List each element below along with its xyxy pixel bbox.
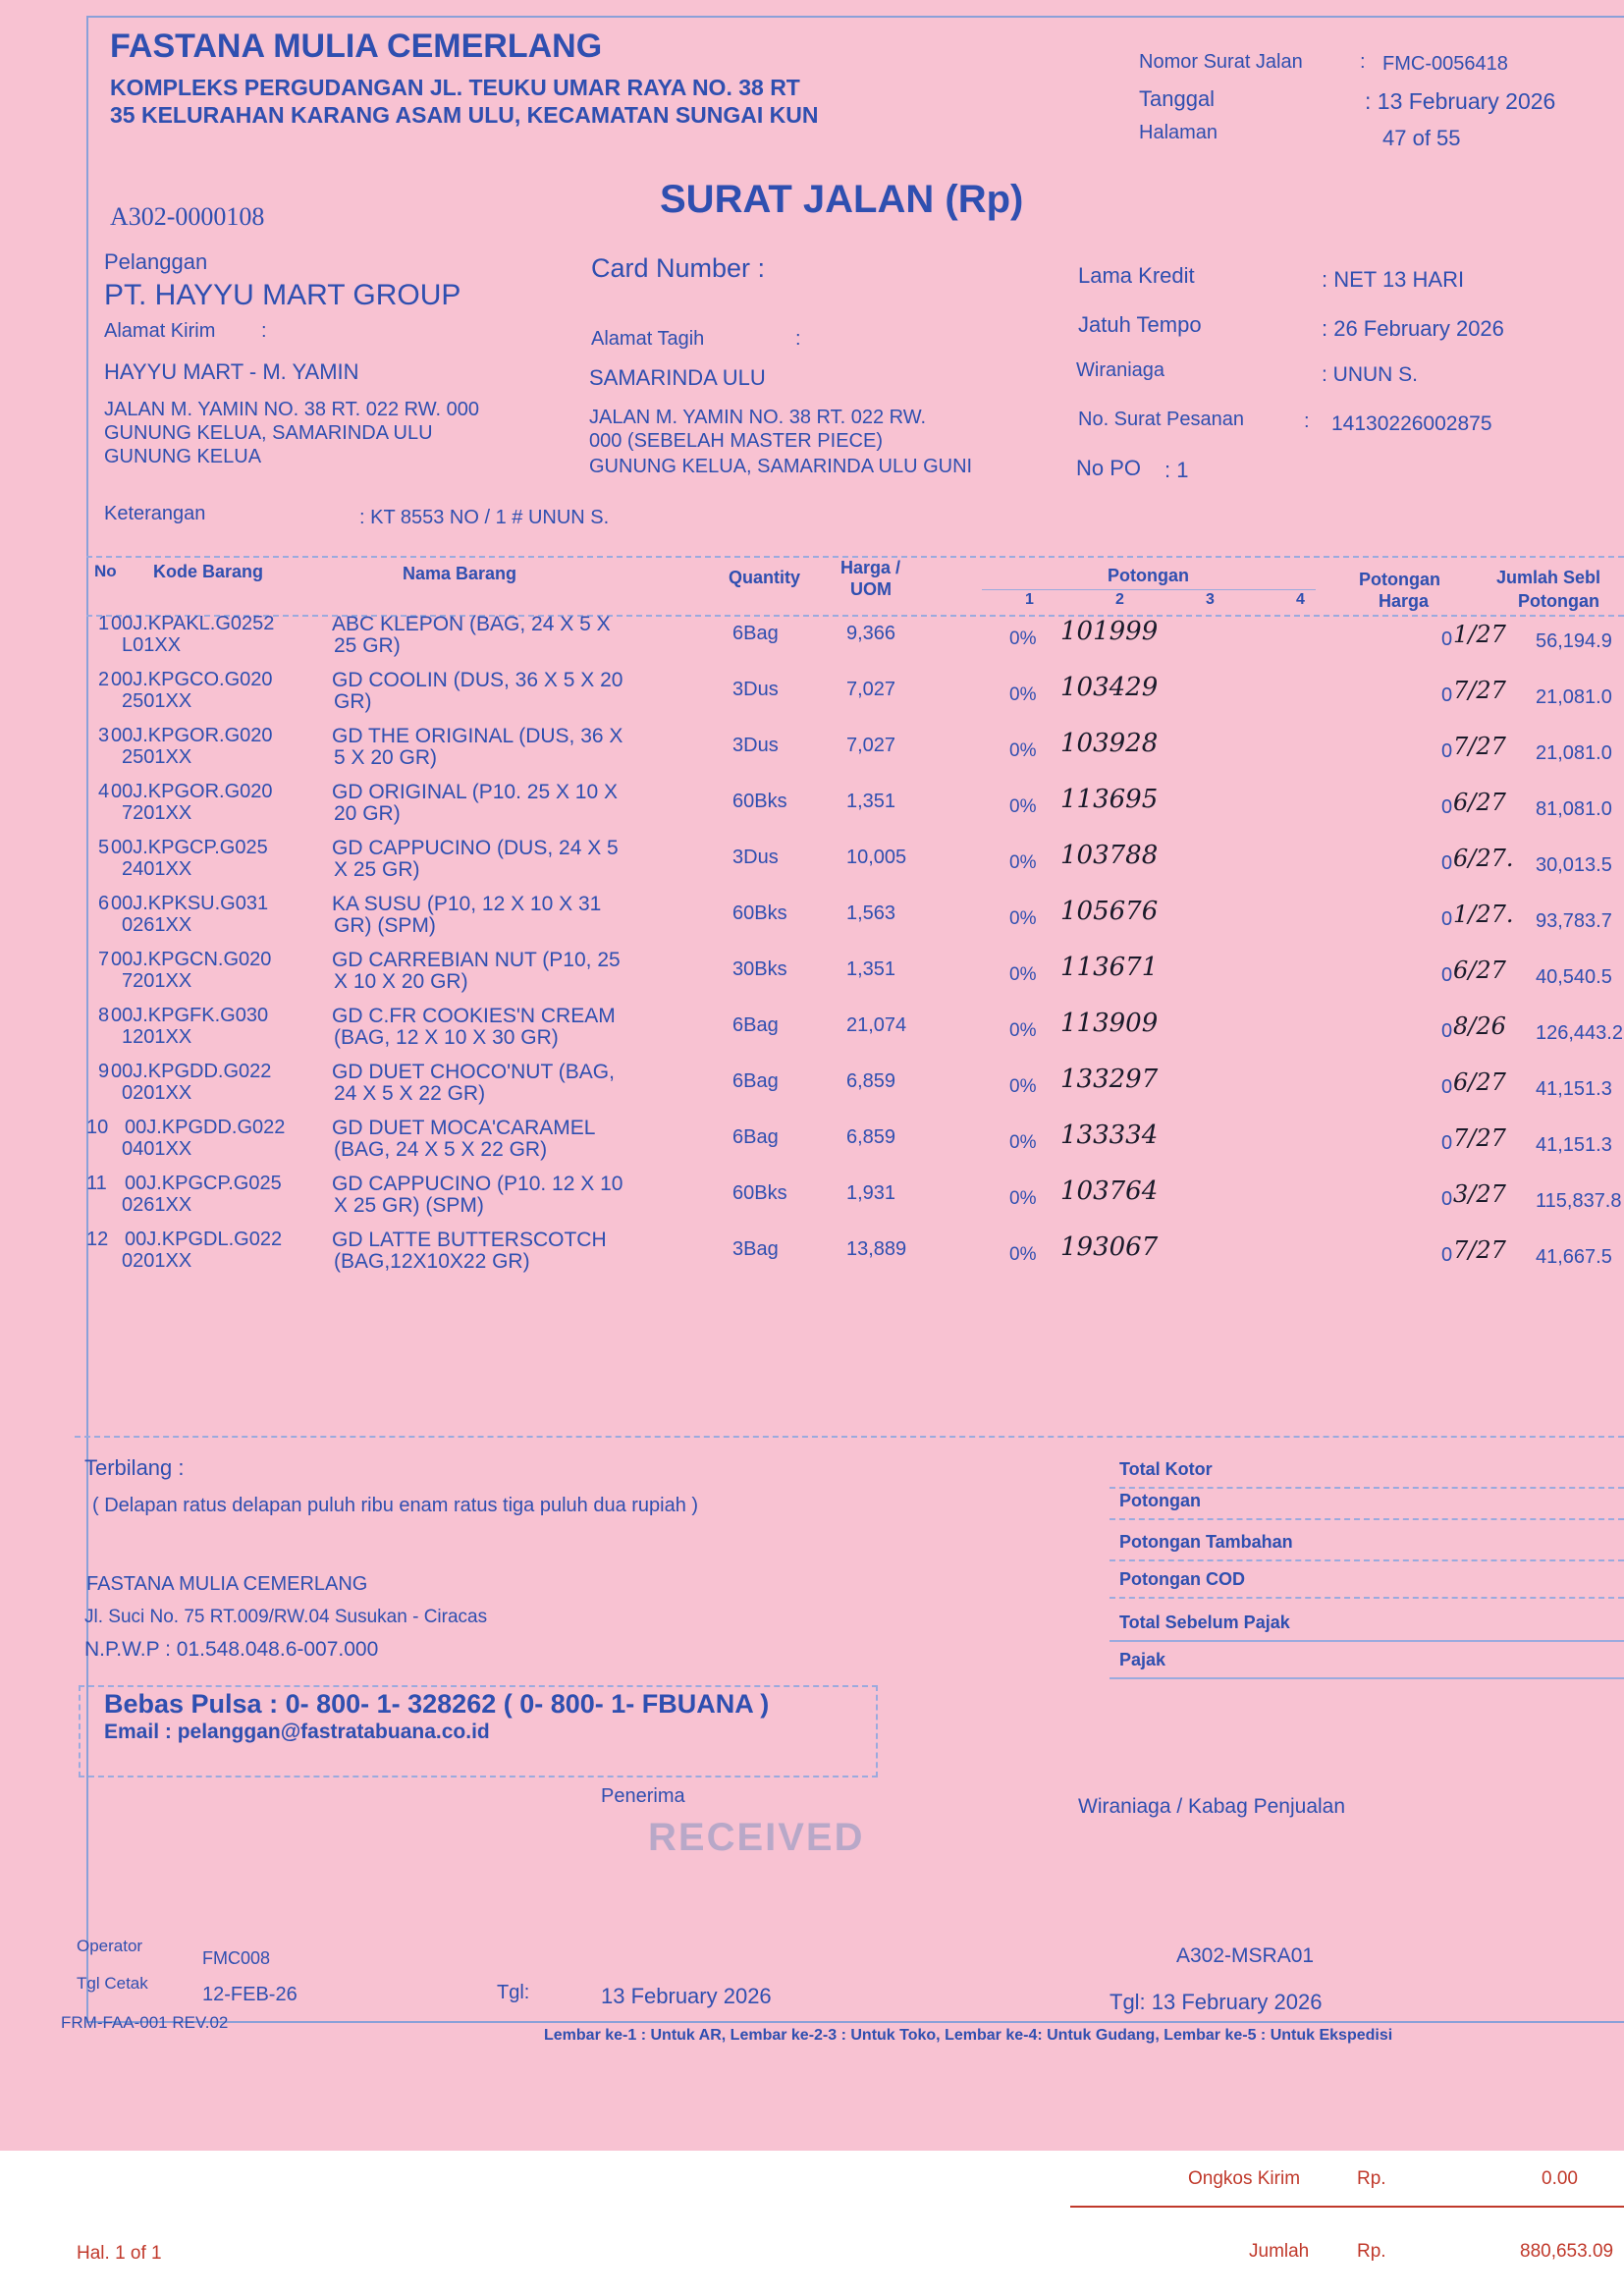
footer-company-name: FASTANA MULIA CEMERLANG (86, 1573, 368, 1595)
row-nama: GD CAPPUCINO (DUS, 24 X 5 (332, 837, 619, 859)
row-quantity: 6Bag (732, 1070, 779, 1092)
row-potongan-harga: 0 (1441, 1132, 1453, 1154)
row-no: 3 (98, 725, 110, 746)
wiraniaga-value: : UNUN S. (1322, 363, 1419, 386)
lama-kredit-value: : NET 13 HARI (1322, 267, 1465, 292)
doc-code: A302-0000108 (110, 202, 265, 231)
row-jumlah: 115,837.8 (1536, 1190, 1622, 1212)
row-quantity: 6Bag (732, 1014, 779, 1036)
row-nama: GD CARREBIAN NUT (P10, 25 (332, 949, 621, 971)
page-indicator: Hal. 1 of 1 (77, 2243, 162, 2264)
row-handwritten-code: 103928 (1060, 729, 1159, 758)
alamat-kirim-line2: GUNUNG KELUA, SAMARINDA ULU (104, 422, 433, 444)
row-kode-suffix: L01XX (122, 634, 182, 656)
row-nama: GD DUET CHOCO'NUT (BAG, (332, 1061, 615, 1083)
th-nama: Nama Barang (403, 564, 517, 583)
row-potongan-pct: 0% (1009, 964, 1037, 985)
keterangan-label: Keterangan (104, 503, 206, 524)
row-nama: GD COOLIN (DUS, 36 X 5 X 20 (332, 669, 623, 691)
contact-pulsa: Bebas Pulsa : 0- 800- 1- 328262 ( 0- 800- 1- FBUANA ) (104, 1689, 770, 1719)
tgl-cetak-value: 12-FEB-26 (202, 1984, 298, 2005)
row-potongan-harga: 0 (1441, 964, 1453, 986)
totals-line (1110, 1559, 1624, 1561)
row-nama-cont: 5 X 20 GR) (334, 746, 438, 769)
row-jumlah: 41,151.3 (1536, 1078, 1612, 1100)
row-quantity: 60Bks (732, 791, 787, 812)
row-potongan-pct: 0% (1009, 1244, 1037, 1265)
no-sp-label: No. Surat Pesanan (1078, 409, 1244, 430)
row-potongan-pct: 0% (1009, 629, 1037, 649)
row-kode: 00J.KPAKL.G0252 (111, 613, 275, 634)
row-quantity: 3Bag (732, 1238, 779, 1260)
totals-label: Total Sebelum Pajak (1119, 1613, 1290, 1632)
alamat-kirim-name: HAYYU MART - M. YAMIN (104, 359, 359, 384)
th-potongan-harga: Potongan (1359, 570, 1440, 589)
row-no: 10 (86, 1117, 109, 1138)
row-no: 11 (86, 1173, 107, 1194)
totals-label: Potongan Tambahan (1119, 1532, 1293, 1552)
row-potongan-pct: 0% (1009, 740, 1037, 761)
totals-line (1110, 1640, 1624, 1642)
company-name: FASTANA MULIA CEMERLANG (110, 27, 603, 65)
row-no: 6 (98, 893, 110, 914)
alamat-tagih-line2: 000 (SEBELAH MASTER PIECE) (589, 430, 883, 452)
penerima-label: Penerima (601, 1785, 685, 1807)
row-jumlah: 40,540.5 (1536, 966, 1612, 988)
row-potongan-harga: 0 (1441, 1020, 1453, 1042)
row-kode: 00J.KPGDL.G022 (125, 1229, 283, 1250)
row-potongan-harga: 0 (1441, 629, 1453, 650)
row-kode-suffix: 0201XX (122, 1250, 192, 1272)
row-harga: 10,005 (846, 847, 907, 868)
row-nama-cont: 25 GR) (334, 634, 401, 657)
row-kode: 00J.KPGFK.G030 (111, 1005, 269, 1026)
row-jumlah: 41,151.3 (1536, 1134, 1612, 1156)
row-jumlah: 126,443.2 (1536, 1022, 1623, 1044)
jatuh-tempo-value: : 26 February 2026 (1322, 316, 1504, 341)
row-handwritten-mark: 6/27 (1453, 957, 1506, 984)
jatuh-tempo-label: Jatuh Tempo (1078, 312, 1202, 337)
row-handwritten-mark: 6/27 (1453, 1068, 1506, 1096)
row-no: 2 (98, 669, 110, 690)
row-nama: KA SUSU (P10, 12 X 10 X 31 (332, 893, 602, 915)
halaman-label: Halaman (1139, 122, 1218, 143)
row-quantity: 6Bag (732, 1126, 779, 1148)
row-handwritten-code: 133297 (1060, 1065, 1159, 1094)
row-nama-cont: (BAG,12X10X22 GR) (334, 1250, 530, 1273)
row-nama-cont: 20 GR) (334, 802, 401, 825)
row-handwritten-mark: 6/27. (1453, 845, 1514, 872)
row-handwritten-mark: 3/27 (1453, 1180, 1506, 1208)
row-quantity: 6Bag (732, 623, 779, 644)
row-kode-suffix: 2501XX (122, 746, 192, 768)
row-no: 1 (98, 613, 110, 634)
th-harga2: Harga (1379, 591, 1430, 611)
row-handwritten-code: 105676 (1060, 897, 1159, 926)
row-potongan-pct: 0% (1009, 796, 1037, 817)
totals-label: Pajak (1119, 1650, 1166, 1669)
row-kode-suffix: 2401XX (122, 858, 192, 880)
row-handwritten-code: 103764 (1060, 1176, 1159, 1206)
row-kode: 00J.KPGCN.G020 (111, 949, 272, 970)
footer-npwp: N.P.W.P : 01.548.048.6-007.000 (84, 1638, 379, 1661)
doc-title: SURAT JALAN (Rp) (660, 178, 1024, 221)
row-nama: GD C.FR COOKIES'N CREAM (332, 1005, 616, 1027)
row-harga: 1,351 (846, 791, 896, 812)
row-kode-suffix: 1201XX (122, 1026, 192, 1048)
row-handwritten-mark: 7/27 (1453, 677, 1506, 704)
row-nama-cont: 24 X 5 X 22 GR) (334, 1082, 486, 1105)
row-nama-cont: X 10 X 20 GR) (334, 970, 468, 993)
row-handwritten-code: 133334 (1060, 1121, 1159, 1150)
row-potongan-pct: 0% (1009, 1020, 1037, 1041)
tgl-cetak-label: Tgl Cetak (77, 1974, 148, 1993)
row-no: 8 (98, 1005, 110, 1026)
row-potongan-harga: 0 (1441, 1244, 1453, 1266)
alamat-kirim-line3: GUNUNG KELUA (104, 446, 262, 467)
th-p4: 4 (1296, 591, 1305, 608)
no-po-label: No PO (1076, 456, 1142, 480)
row-nama: GD ORIGINAL (P10. 25 X 10 X (332, 781, 619, 803)
card-number-label: Card Number : (591, 253, 766, 283)
row-potongan-pct: 0% (1009, 684, 1037, 705)
row-kode-suffix: 7201XX (122, 802, 192, 824)
alamat-tagih-line3: GUNUNG KELUA, SAMARINDA ULU GUNI (589, 456, 973, 477)
operator-label: Operator (77, 1937, 143, 1955)
row-potongan-harga: 0 (1441, 852, 1453, 874)
row-kode-suffix: 0261XX (122, 1194, 192, 1216)
totals-line (1110, 1518, 1624, 1520)
received-stamp: RECEIVED (648, 1816, 865, 1859)
alamat-tagih-line1: JALAN M. YAMIN NO. 38 RT. 022 RW. (589, 407, 927, 428)
ongkos-value: 0.00 (1542, 2168, 1578, 2189)
row-nama: GD CAPPUCINO (P10. 12 X 10 (332, 1173, 623, 1195)
footer-top-line (75, 1436, 1624, 1438)
th-harga: Harga / (840, 558, 901, 577)
row-potongan-harga: 0 (1441, 684, 1453, 706)
ongkos-label: Ongkos Kirim (1188, 2168, 1301, 2189)
row-handwritten-mark: 7/27 (1453, 733, 1506, 760)
lama-kredit-label: Lama Kredit (1078, 263, 1195, 288)
row-no: 7 (98, 949, 110, 970)
row-harga: 21,074 (846, 1014, 907, 1036)
no-po-value: : 1 (1164, 458, 1189, 482)
company-address-line1: KOMPLEKS PERGUDANGAN JL. TEUKU UMAR RAYA NO. 38 RT (110, 75, 800, 100)
th-kode: Kode Barang (153, 562, 264, 581)
contact-email: Email : pelanggan@fastratabuana.co.id (104, 1721, 490, 1743)
tgl-value: 13 February 2026 (601, 1984, 772, 2008)
row-potongan-harga: 0 (1441, 740, 1453, 762)
operator-value: FMC008 (202, 1948, 271, 1968)
tgl-label: Tgl: (497, 1982, 530, 2003)
row-quantity: 3Dus (732, 847, 779, 868)
row-kode: 00J.KPGOR.G020 (111, 781, 273, 802)
row-jumlah: 21,081.0 (1536, 742, 1612, 764)
row-nama-cont: X 25 GR) (334, 858, 420, 881)
row-handwritten-mark: 6/27 (1453, 789, 1506, 816)
row-kode: 00J.KPGCP.G025 (125, 1173, 282, 1194)
tanggal-value: : 13 February 2026 (1365, 88, 1556, 114)
row-potongan-pct: 0% (1009, 1076, 1037, 1097)
row-kode: 00J.KPGCO.G020 (111, 669, 273, 690)
msra-code: A302-MSRA01 (1176, 1944, 1315, 1967)
row-handwritten-code: 113695 (1060, 785, 1159, 814)
th-jumlah: Jumlah Sebl (1496, 568, 1601, 587)
row-nama: GD LATTE BUTTERSCOTCH (332, 1229, 607, 1251)
row-potongan-harga: 0 (1441, 1188, 1453, 1210)
totals-line (1110, 1677, 1624, 1679)
row-kode-suffix: 2501XX (122, 690, 192, 712)
row-no: 9 (98, 1061, 110, 1082)
row-no: 12 (86, 1229, 109, 1250)
row-nama-cont: (BAG, 12 X 10 X 30 GR) (334, 1026, 559, 1049)
pelanggan-value: PT. HAYYU MART GROUP (104, 279, 461, 311)
row-kode-suffix: 7201XX (122, 970, 192, 992)
tanggal-label: Tanggal (1139, 86, 1216, 111)
row-harga: 9,366 (846, 623, 896, 644)
row-quantity: 30Bks (732, 958, 787, 980)
totals-label: Potongan COD (1119, 1569, 1245, 1589)
alamat-tagih-name: SAMARINDA ULU (589, 365, 766, 390)
row-potongan-harga: 0 (1441, 796, 1453, 818)
row-harga: 1,351 (846, 958, 896, 980)
th-uom: UOM (850, 579, 892, 599)
th-potongan: Potongan (1108, 566, 1189, 585)
alamat-kirim-line1: JALAN M. YAMIN NO. 38 RT. 022 RW. 000 (104, 399, 480, 420)
row-harga: 1,931 (846, 1182, 896, 1204)
jumlah-value: 880,653.09 (1520, 2241, 1614, 2262)
ongkos-currency: Rp. (1357, 2168, 1386, 2189)
row-nama: GD DUET MOCA'CARAMEL (332, 1117, 596, 1139)
row-handwritten-mark: 1/27 (1453, 621, 1506, 648)
row-handwritten-mark: 8/26 (1453, 1012, 1506, 1040)
footer-company-address: Jl. Suci No. 75 RT.009/RW.04 Susukan - Ciracas (84, 1607, 488, 1627)
row-potongan-pct: 0% (1009, 1132, 1037, 1153)
row-jumlah: 81,081.0 (1536, 798, 1612, 820)
row-potongan-harga: 0 (1441, 1076, 1453, 1098)
jumlah-currency: Rp. (1357, 2241, 1386, 2262)
row-handwritten-code: 101999 (1060, 617, 1159, 646)
jumlah-label: Jumlah (1249, 2241, 1310, 2262)
row-kode: 00J.KPGDD.G022 (125, 1117, 286, 1138)
row-potongan-pct: 0% (1009, 1188, 1037, 1209)
row-kode: 00J.KPGCP.G025 (111, 837, 268, 858)
alamat-kirim-label: Alamat Kirim (104, 320, 216, 342)
form-code: FRM-FAA-001 REV.02 (61, 2013, 229, 2032)
row-quantity: 3Dus (732, 679, 779, 700)
lembar-note: Lembar ke-1 : Untuk AR, Lembar ke-2-3 : Untuk Toko, Lembar ke-4: Untuk Gudang, Lembar ke-5 : Untuk Ekspedisi (544, 2027, 1393, 2044)
row-quantity: 3Dus (732, 735, 779, 756)
halaman-value: 47 of 55 (1382, 126, 1461, 150)
th-p1: 1 (1025, 591, 1034, 608)
row-harga: 13,889 (846, 1238, 907, 1260)
totals-line (1110, 1597, 1624, 1599)
th-quantity: Quantity (729, 568, 801, 587)
row-potongan-harga: 0 (1441, 908, 1453, 930)
th-no: No (94, 562, 117, 580)
row-potongan-pct: 0% (1009, 908, 1037, 929)
th-jumlah-potongan: Potongan (1518, 591, 1599, 611)
row-harga: 6,859 (846, 1070, 896, 1092)
row-harga: 6,859 (846, 1126, 896, 1148)
row-harga: 7,027 (846, 679, 896, 700)
th-p2: 2 (1115, 591, 1124, 608)
table-header-line (86, 615, 1624, 617)
row-jumlah: 21,081.0 (1536, 686, 1612, 708)
company-address-line2: 35 KELURAHAN KARANG ASAM ULU, KECAMATAN SUNGAI KUN (110, 102, 819, 128)
row-handwritten-code: 103429 (1060, 673, 1159, 702)
row-handwritten-mark: 1/27. (1453, 901, 1514, 928)
alamat-tagih-label: Alamat Tagih (591, 328, 705, 350)
pelanggan-label: Pelanggan (104, 249, 208, 274)
row-kode-suffix: 0401XX (122, 1138, 192, 1160)
row-kode: 00J.KPGDD.G022 (111, 1061, 272, 1082)
row-kode-suffix: 0261XX (122, 914, 192, 936)
row-nama-cont: GR) (334, 690, 372, 713)
no-sp-value: 14130226002875 (1331, 412, 1492, 435)
row-quantity: 60Bks (732, 902, 787, 924)
tgl2-value: Tgl: 13 February 2026 (1110, 1990, 1323, 2014)
totals-line (1110, 1487, 1624, 1489)
row-jumlah: 30,013.5 (1536, 854, 1612, 876)
keterangan-value: : KT 8553 NO / 1 # UNUN S. (359, 507, 610, 528)
row-harga: 7,027 (846, 735, 896, 756)
totals-label: Total Kotor (1119, 1459, 1213, 1479)
row-handwritten-mark: 7/27 (1453, 1124, 1506, 1152)
wiraniaga-sign-label: Wiraniaga / Kabag Penjualan (1078, 1795, 1346, 1818)
row-kode: 00J.KPGOR.G020 (111, 725, 273, 746)
nomor-value: FMC-0056418 (1382, 53, 1508, 75)
row-nama: ABC KLEPON (BAG, 24 X 5 X (332, 613, 611, 635)
row-nama: GD THE ORIGINAL (DUS, 36 X (332, 725, 623, 747)
terbilang-label: Terbilang : (84, 1455, 185, 1480)
row-no: 4 (98, 781, 110, 802)
terbilang-value: ( Delapan ratus delapan puluh ribu enam ratus tiga puluh dua rupiah ) (92, 1495, 699, 1516)
row-kode: 00J.KPKSU.G031 (111, 893, 269, 914)
row-jumlah: 41,667.5 (1536, 1246, 1612, 1268)
row-jumlah: 93,783.7 (1536, 910, 1612, 932)
row-handwritten-code: 103788 (1060, 841, 1159, 870)
th-p3: 3 (1206, 591, 1215, 608)
row-handwritten-code: 193067 (1060, 1232, 1159, 1262)
row-kode-suffix: 0201XX (122, 1082, 192, 1104)
row-nama-cont: GR) (SPM) (334, 914, 436, 937)
totals-label: Potongan (1119, 1491, 1201, 1510)
row-nama-cont: (BAG, 24 X 5 X 22 GR) (334, 1138, 548, 1161)
row-handwritten-mark: 7/27 (1453, 1236, 1506, 1264)
row-handwritten-code: 113671 (1060, 953, 1159, 982)
row-harga: 1,563 (846, 902, 896, 924)
row-handwritten-code: 113909 (1060, 1009, 1159, 1038)
row-potongan-pct: 0% (1009, 852, 1037, 873)
row-nama-cont: X 25 GR) (SPM) (334, 1194, 484, 1217)
row-jumlah: 56,194.9 (1536, 630, 1612, 652)
wiraniaga-label: Wiraniaga (1076, 359, 1165, 381)
row-no: 5 (98, 837, 110, 858)
nomor-label: Nomor Surat Jalan (1139, 51, 1303, 73)
row-quantity: 60Bks (732, 1182, 787, 1204)
